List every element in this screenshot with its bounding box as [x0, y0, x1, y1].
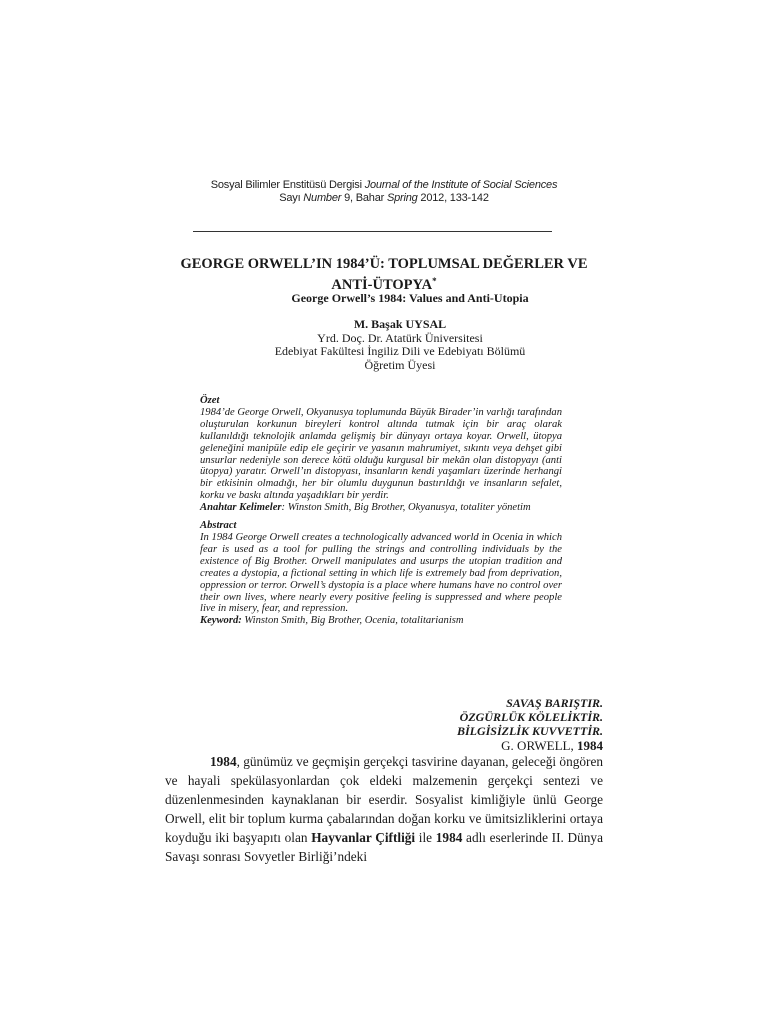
journal-name-line	[0, 179, 768, 192]
body-bold-1984-second: 1984	[435, 829, 463, 845]
epigraph-line-2: ÖZGÜRLÜK KÖLELİKTİR.	[459, 710, 603, 724]
journal-issue-line	[0, 192, 768, 205]
footnote-marker[interactable]: *	[432, 276, 437, 286]
attribution-work: 1984	[577, 738, 603, 753]
title-line-1: GEORGE ORWELL’IN 1984’Ü: TOPLUMSAL DEĞERLER VE	[180, 256, 588, 272]
abstract-keywords-list: Winston Smith, Big Brother, Ocenia, totalitarianism	[241, 615, 464, 627]
epigraph-attribution	[501, 738, 603, 753]
epigraph-line-3: BİLGİSİZLİK KUVVETTİR.	[456, 724, 603, 738]
issue-label-en: Number	[303, 192, 342, 204]
journal-header	[0, 179, 768, 205]
attribution-author: G. ORWELL,	[501, 738, 577, 753]
author-position: Yrd. Doç. Dr. Atatürk Üniversitesi	[317, 330, 483, 345]
season-en: Spring	[386, 192, 418, 204]
header-divider	[193, 231, 552, 232]
epigraph	[457, 696, 603, 738]
author-block	[250, 318, 550, 372]
body-text-run: , günümüz ve geçmişin gerçekçi tasvirine dayanan, geleceği öngören ve hayali spekülasyonlardan çok eldeki malzemenin gerçekçi sentezi ve düzenlenmesinden kaynaklanan bir eserdir. Sosyalist kimliğiyle ünlü George Orwell, elit bir toplum kurma çabalarından doğan korku ve ümitsizliklerini ortaya koyduğu iki başyapıtı olan	[165, 754, 603, 845]
abstract-keywords-label: Keyword:	[200, 615, 242, 627]
body-paragraph	[165, 753, 603, 866]
journal-name-tr: Sosyal Bilimler Enstitüsü Dergisi	[210, 179, 365, 191]
author-name: M. Başak UYSAL	[353, 317, 447, 331]
body-bold-animal-farm: Hayvanlar Çiftliği	[311, 829, 416, 845]
issue-label-tr: Sayı	[279, 192, 304, 204]
abstract-keywords	[200, 615, 562, 627]
body-bold-1984: 1984	[210, 754, 237, 769]
article-title	[150, 256, 618, 294]
issue-number-season: 9, Bahar	[341, 192, 387, 204]
author-department: Edebiyat Fakültesi İngiliz Dili ve Edebiyatı Bölümü	[274, 344, 526, 358]
epigraph-line-1: SAVAŞ BARIŞTIR.	[506, 696, 603, 710]
body-text-run: ile	[415, 829, 436, 845]
title-line-2-text: ANTİ-ÜTOPYA	[331, 277, 433, 293]
year-pages: 2012, 133-142	[417, 192, 489, 204]
abstract-text: In 1984 George Orwell creates a technologically advanced world in Ocenia in which fear is used as a tool for pulling the strings and controlling individuals by the existence of Big Brother. Orwell manipulates and usurps the utopian tradition and creates a dystopia, a fictional setting in which life is extremely bad from deprivation, oppression or terror. Orwell’s dystopia is a place where humans have no control over their own lives, where nearly every positive feeling is suppressed and where people live in misery, fear, and repression.	[200, 531, 562, 615]
journal-name-en: Journal of the Institute of Social Sciences	[364, 179, 558, 191]
abstract-section	[200, 395, 562, 627]
author-role: Öğretim Üyesi	[364, 357, 436, 372]
ozet-heading: Özet	[200, 395, 220, 406]
body-text	[165, 753, 603, 866]
ozet-keywords-label: Anahtar Kelimeler	[200, 502, 282, 514]
ozet-keywords	[200, 502, 562, 514]
ozet-text: 1984’de George Orwell, Okyanusya toplumunda Büyük Birader’in varlığı tarafından oluşturulan korkunun bireyleri kontrol altında tutmak için bir araç olarak kullanıldığı teknolojik anlamda gelişmiş bir dünyayı ortaya koyar. Orwell, ütopya geleneğini manipüle edip ele geçirir ve yasanın mahrumiyet, sıkıntı veya dehşet gibi unsurlar nedeniyle son derece kötü olduğu kurgusal bir mekân olan distopyayı (anti ütopya) yaratır. Orwell’ın distopyası, insanların kendi yaşamları üzerinde herhangi bir etkisinin olmadığı, her bir olumlu duygunun bastırıldığı ve insanların sefalet, korku ve baskı altında yaşadıkları bir yerdir.	[200, 406, 562, 502]
ozet-keywords-list: : Winston Smith, Big Brother, Okyanusya, totaliter yönetim	[281, 502, 531, 514]
body-text-run: adlı eserlerinde II. Dünya Savaşı sonrası Sovyetler Birliği’ndeki	[165, 829, 603, 864]
abstract-heading: Abstract	[200, 520, 237, 532]
article-title-english: George Orwell’s 1984: Values and Anti-Utopia	[291, 291, 529, 305]
